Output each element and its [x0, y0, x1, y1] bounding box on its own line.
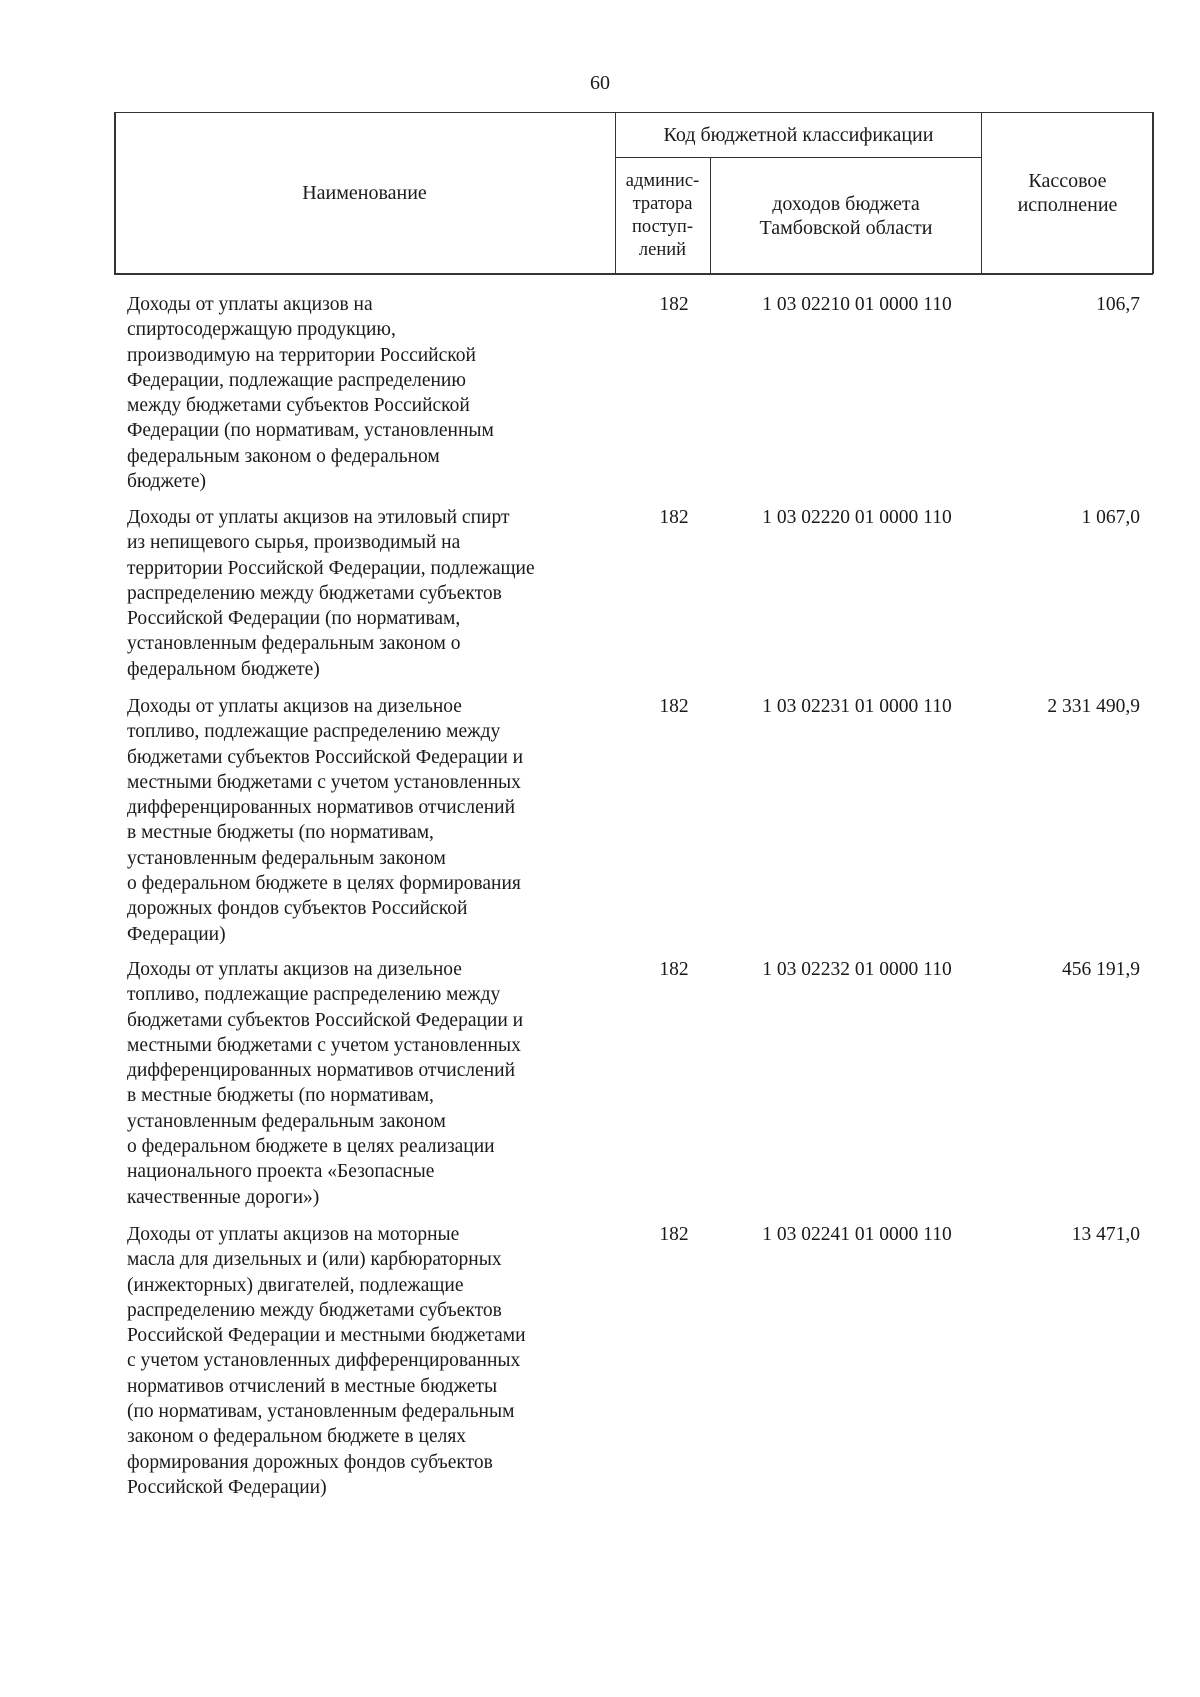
row-amount: 456 191,9 [1062, 959, 1140, 980]
row-amount: 13 471,0 [1071, 1224, 1140, 1245]
row-amount: 1 067,0 [1081, 507, 1140, 528]
header-classification-cell: Код бюджетной классификации [663, 123, 934, 146]
header-income-cell: доходов бюджета Тамбовской области [759, 193, 933, 239]
header-execution-cell: Кассовое исполнение [1017, 170, 1118, 216]
header-name-cell: Наименование [302, 182, 427, 204]
row-name: Доходы от уплаты акцизов на спиртосодержащую продукцию, производимую на территории Российской Федерации, подлежащие распределению между бюджетами субъектов Российской Федерации (по нормативам, установленным федеральным законом о федеральном бюджете) [127, 294, 494, 493]
row-admin-code: 182 [659, 294, 689, 315]
row-income-code: 1 03 02231 01 0000 110 [762, 696, 952, 717]
page-number: 60 [590, 72, 610, 94]
row-admin-code: 182 [659, 507, 689, 528]
row-admin-code: 182 [659, 959, 689, 980]
row-income-code: 1 03 02220 01 0000 110 [762, 507, 952, 528]
row-admin-code: 182 [659, 1224, 689, 1245]
row-name: Доходы от уплаты акцизов на моторные масла для дизельных и (или) карбюраторных (инжекторных) двигателей, подлежащие распределению между бюджетами субъектов Российской Федерации и местными бюджетами с учетом установленных дифференцированных нормативов отчислений в местные бюджеты (по нормативам, установленным федеральным законом о федеральном бюджете в целях формирования дорожных фондов субъектов Российской Федерации) [127, 1224, 526, 1498]
row-admin-code: 182 [659, 696, 689, 717]
header-admin-cell: админис- тратора поступ- лений [625, 171, 700, 260]
table-header [114, 112, 1153, 275]
row-name: Доходы от уплаты акцизов на дизельное топливо, подлежащие распределению между бюджетами субъектов Российской Федерации и местными бюджетами с учетом установленных дифференцированных нормативов отчислений в местные бюджеты (по нормативам, установленным федеральным законом о федеральном бюджете в целях формирования дорожных фондов субъектов Российской Федерации) [127, 696, 524, 945]
row-income-code: 1 03 02241 01 0000 110 [762, 1224, 952, 1245]
row-amount: 2 331 490,9 [1047, 696, 1140, 717]
row-name: Доходы от уплаты акцизов на дизельное топливо, подлежащие распределению между бюджетами субъектов Российской Федерации и местными бюджетами с учетом установленных дифференцированных нормативов отчислений в местные бюджеты (по нормативам, установленным федеральным законом о федеральном бюджете в целях реализации национального проекта «Безопасные качественные дороги») [127, 959, 524, 1208]
row-income-code: 1 03 02232 01 0000 110 [762, 959, 952, 980]
row-amount: 106,7 [1096, 294, 1140, 315]
row-income-code: 1 03 02210 01 0000 110 [762, 294, 952, 315]
row-name: Доходы от уплаты акцизов на этиловый спирт из непищевого сырья, производимый на территории Российской Федерации, подлежащие распределению между бюджетами субъектов Российской Федерации (по нормативам, установленным федеральным законом о федеральном бюджете) [127, 507, 535, 680]
